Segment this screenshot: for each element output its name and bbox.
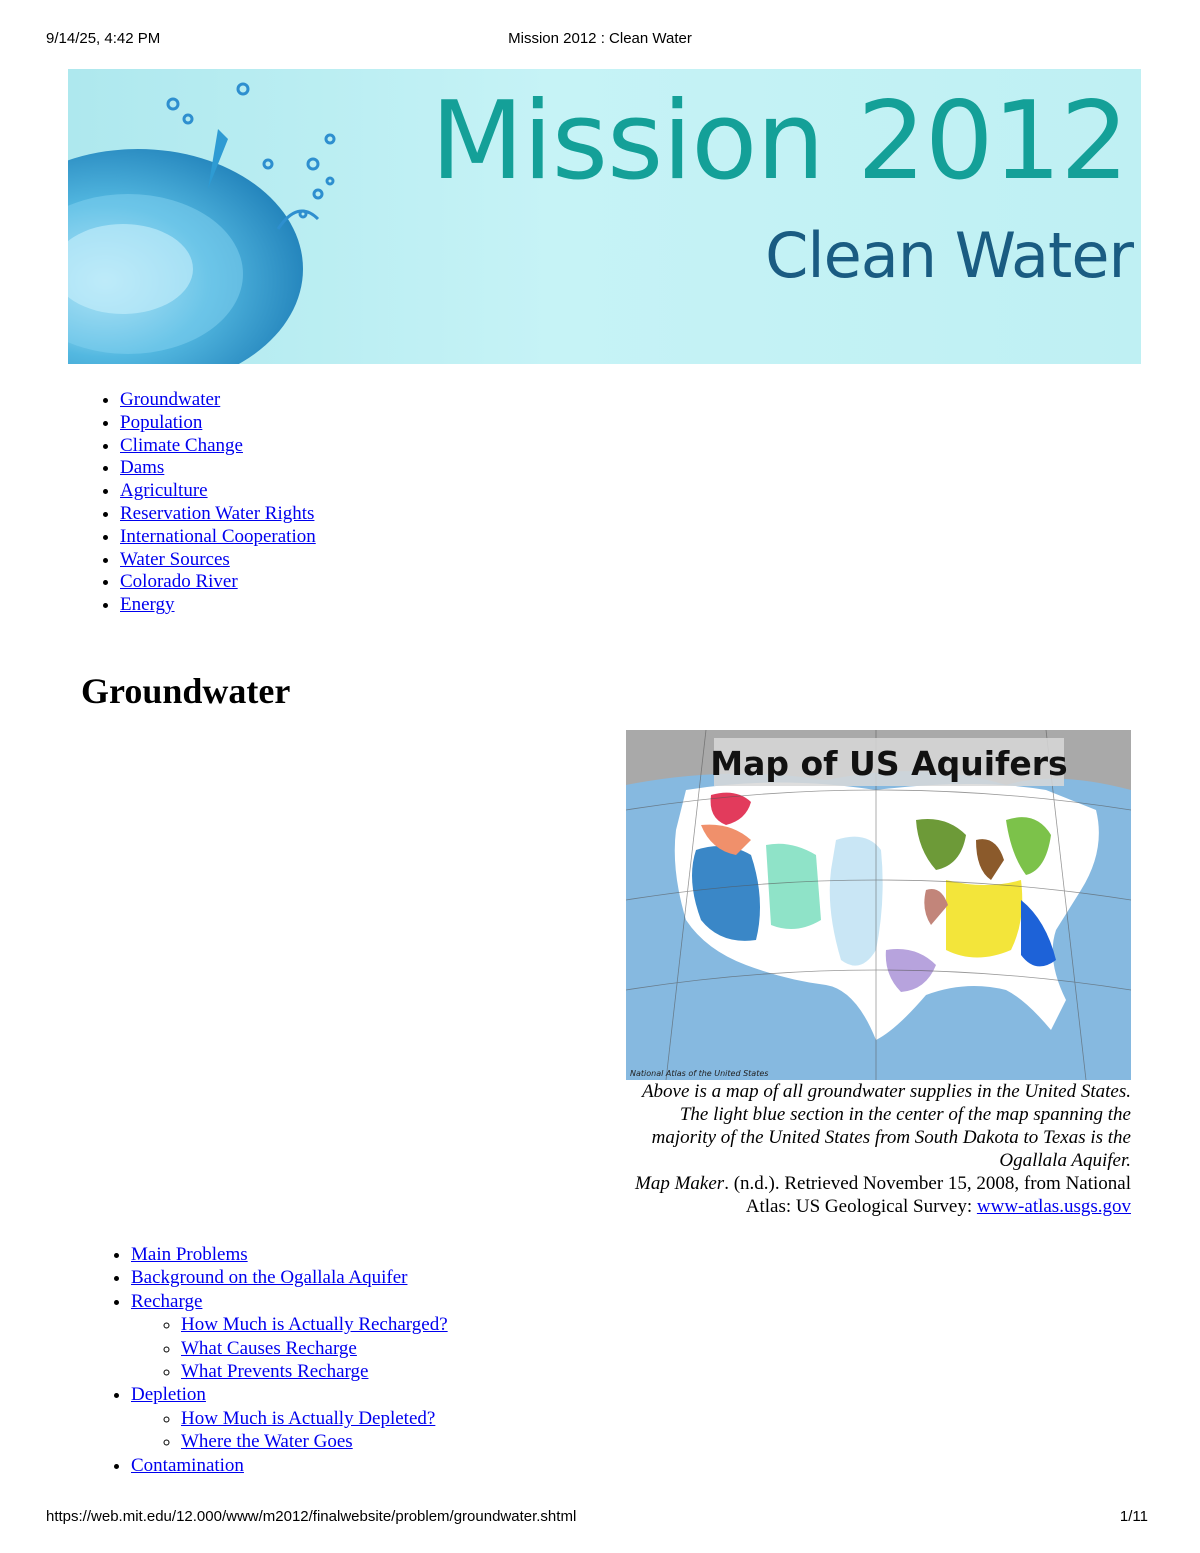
- toc-item: [131, 1454, 448, 1477]
- nav-link-colorado-river[interactable]: Colorado River: [120, 571, 238, 593]
- toc-link-contamination[interactable]: Contamination: [131, 1454, 244, 1476]
- nav-item: [120, 503, 316, 526]
- main-nav: [80, 389, 316, 617]
- toc-link-depletion[interactable]: Depletion: [131, 1384, 206, 1406]
- toc-item: [131, 1243, 448, 1266]
- nav-item: [120, 389, 316, 412]
- nav-link-energy[interactable]: Energy: [120, 594, 175, 616]
- toc-item: [131, 1290, 448, 1384]
- toc-sublist-recharge: [131, 1313, 448, 1383]
- toc-subitem: [181, 1313, 448, 1336]
- map-title: Map of US Aquifers: [710, 744, 1068, 783]
- nav-item: [120, 594, 316, 617]
- nav-item: [120, 412, 316, 435]
- nav-item: [120, 480, 316, 503]
- toc-link-what-prevents-recharge[interactable]: What Prevents Recharge: [181, 1361, 369, 1383]
- nav-item: [120, 526, 316, 549]
- print-header: [0, 30, 1200, 50]
- nav-link-dams[interactable]: Dams: [120, 457, 165, 479]
- print-page-title: Mission 2012 : Clean Water: [508, 30, 692, 47]
- citation-title: Map Maker: [635, 1173, 725, 1194]
- toc-link-main-problems[interactable]: Main Problems: [131, 1244, 248, 1265]
- aquifer-figure: [626, 730, 1131, 1218]
- citation-text: . (n.d.). Retrieved November 15, 2008, from National Atlas: US Geological Survey:: [724, 1173, 1131, 1217]
- toc-sublist-depletion: [131, 1407, 448, 1454]
- toc-link-how-much-depleted[interactable]: How Much is Actually Depleted?: [181, 1407, 436, 1429]
- toc-link-recharge[interactable]: Recharge: [131, 1290, 203, 1312]
- toc-item: [131, 1383, 448, 1453]
- nav-item: [120, 457, 316, 480]
- toc-link-how-much-recharged[interactable]: How Much is Actually Recharged?: [181, 1314, 448, 1336]
- citation-link[interactable]: www-atlas.usgs.gov: [976, 1196, 1131, 1217]
- nav-link-groundwater[interactable]: Groundwater: [120, 389, 221, 410]
- map-citation: [626, 1172, 1131, 1218]
- nav-link-agriculture[interactable]: Agriculture: [120, 480, 208, 502]
- site-banner: [68, 69, 1141, 364]
- toc-link-where-water-goes[interactable]: Where the Water Goes: [181, 1431, 353, 1453]
- water-splash-icon: [68, 69, 368, 364]
- toc-link-what-causes-recharge[interactable]: What Causes Recharge: [181, 1337, 357, 1359]
- map-credit: National Atlas of the United States: [630, 1069, 769, 1078]
- nav-link-water-sources[interactable]: Water Sources: [120, 548, 230, 570]
- nav-link-climate-change[interactable]: Climate Change: [120, 434, 243, 456]
- toc-subitem: [181, 1407, 448, 1430]
- print-page-number: 1/11: [1119, 1508, 1148, 1525]
- page-title: Groundwater: [81, 671, 291, 711]
- us-aquifer-map: [626, 730, 1131, 1080]
- toc-subitem: [181, 1360, 448, 1383]
- nav-item: [120, 435, 316, 458]
- nav-link-population[interactable]: Population: [120, 411, 203, 433]
- banner-subtitle: Clean Water: [765, 219, 1133, 292]
- banner-title: Mission 2012: [430, 79, 1128, 204]
- nav-item: [120, 571, 316, 594]
- print-footer: [0, 1508, 1200, 1528]
- nav-item: [120, 549, 316, 572]
- nav-link-reservation-water-rights[interactable]: Reservation Water Rights: [120, 502, 315, 524]
- toc-subitem: [181, 1430, 448, 1453]
- toc-link-background[interactable]: Background on the Ogallala Aquifer: [131, 1267, 408, 1289]
- nav-link-international-cooperation[interactable]: International Cooperation: [120, 525, 316, 547]
- print-datetime: 9/14/25, 4:42 PM: [46, 30, 161, 47]
- toc-item: [131, 1266, 448, 1289]
- section-toc: [91, 1243, 448, 1477]
- map-caption: Above is a map of all groundwater supplies in the United States. The light blue section in the center of the map spanning the majority of the United States from South Dakota to Texas is the Ogallala Aquifer.: [641, 1081, 1131, 1171]
- toc-subitem: [181, 1337, 448, 1360]
- print-url: https://web.mit.edu/12.000/www/m2012/finalwebsite/problem/groundwater.shtml: [46, 1508, 577, 1525]
